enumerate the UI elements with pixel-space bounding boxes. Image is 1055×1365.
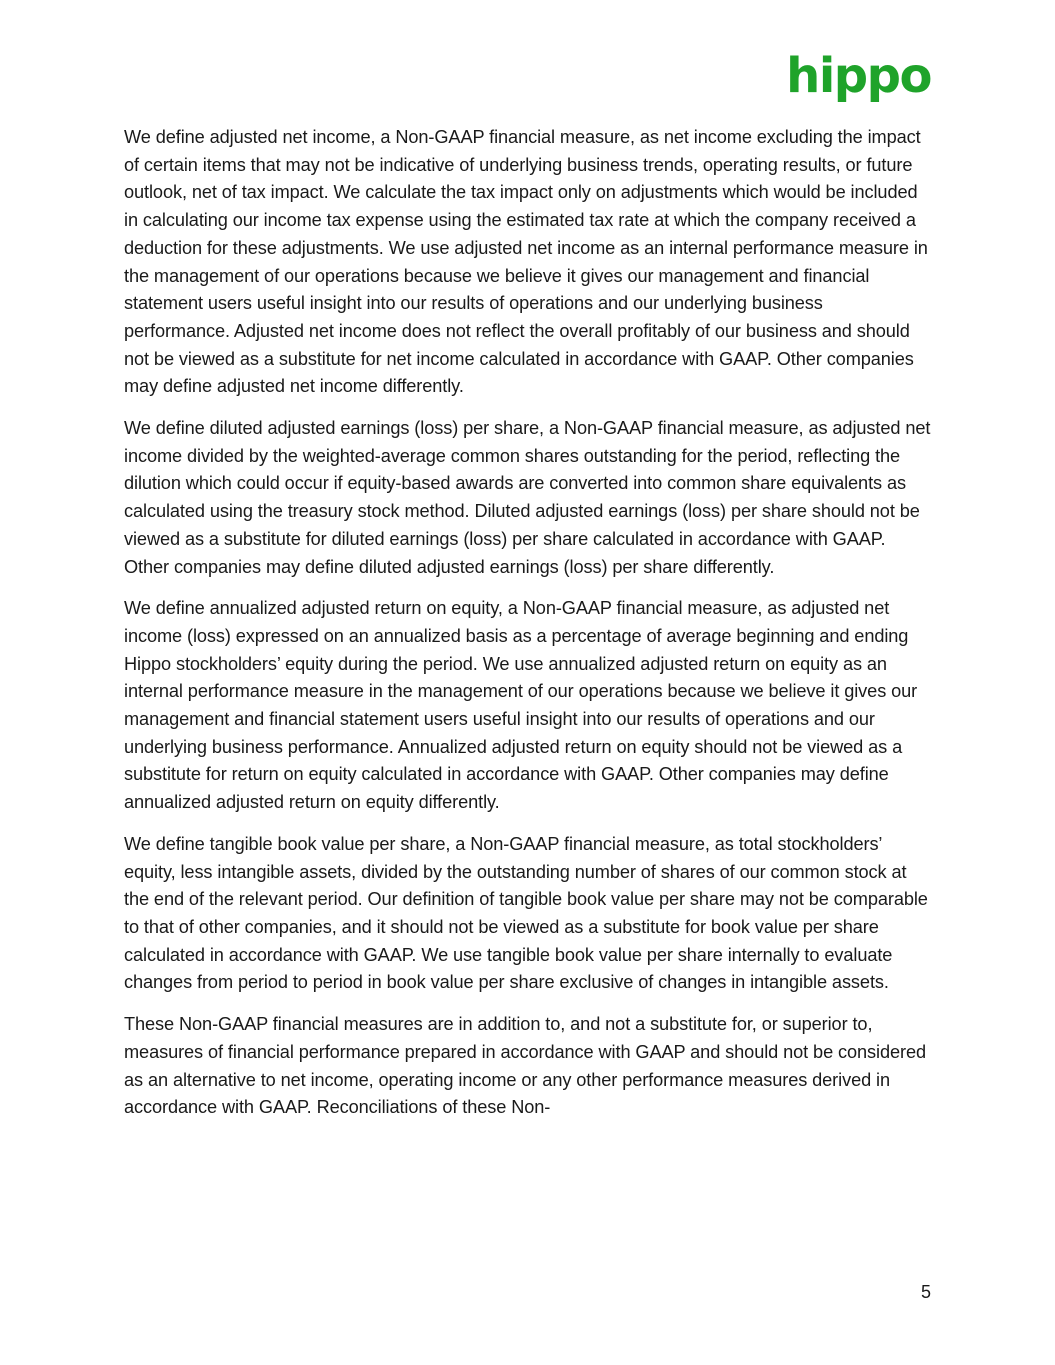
- document-body: [124, 124, 932, 1136]
- paragraph-annualized-adjusted-roe: We define annualized adjusted return on equity, a Non-GAAP financial measure, as adjusted net income (loss) expressed on an annualized basis as a percentage of average beginning and ending Hippo stockholders’ equity during the period. We use annualized adjusted return on equity as an internal performance measure in the management of our operations because we believe it gives our management and financial statement users useful insight into our results of operations and our underlying business performance. Annualized adjusted return on equity should not be viewed as a substitute for return on equity calculated in accordance with GAAP. Other companies may define annualized adjusted return on equity differently.: [124, 598, 918, 813]
- hippo-logo: hippo: [786, 48, 931, 104]
- paragraph-adjusted-net-income: We define adjusted net income, a Non-GAAP financial measure, as net income excluding the impact of certain items that may not be indicative of underlying business trends, operating results, or future outlook, net of tax impact. We calculate the tax impact only on adjustments which would be included in calculating our income tax expense using the estimated tax rate at which the company received a deduction for these adjustments. We use adjusted net income as an internal performance measure in the management of our operations because we believe it gives our management and financial statement users useful insight into our results of operations and our underlying business performance. Adjusted net income does not reflect the overall profitably of our business and should not be viewed as a substitute for net income calculated in accordance with GAAP. Other companies may define adjusted net income differently.: [124, 127, 928, 397]
- page-number: 5: [920, 1282, 931, 1302]
- paragraph-non-gaap-disclaimer: These Non-GAAP financial measures are in addition to, and not a substitute for, or superior to, measures of financial performance prepared in accordance with GAAP and should not be considered as an alternative to net income, operating income or any other performance measures derived in accordance with GAAP. Reconciliations of these Non-: [124, 1014, 927, 1118]
- paragraph-tangible-book-value: We define tangible book value per share, a Non-GAAP financial measure, as total stockholders’ equity, less intangible assets, divided by the outstanding number of shares of our common stock at the end of the relevant period. Our definition of tangible book value per share may not be comparable to that of other companies, and it should not be viewed as a substitute for book value per share calculated in accordance with GAAP. We use tangible book value per share internally to evaluate changes from period to period in book value per share exclusive of changes in intangible assets.: [124, 833, 928, 993]
- paragraph-diluted-adjusted-eps: We define diluted adjusted earnings (loss) per share, a Non-GAAP financial measure, as adjusted net income divided by the weighted-average common shares outstanding for the period, reflecting the dilution which could occur if equity-based awards are converted into common share equivalents as calculated using the treasury stock method. Diluted adjusted earnings (loss) per share should not be viewed as a substitute for diluted earnings (loss) per share calculated in accordance with GAAP. Other companies may define diluted adjusted earnings (loss) per share differently.: [124, 418, 931, 577]
